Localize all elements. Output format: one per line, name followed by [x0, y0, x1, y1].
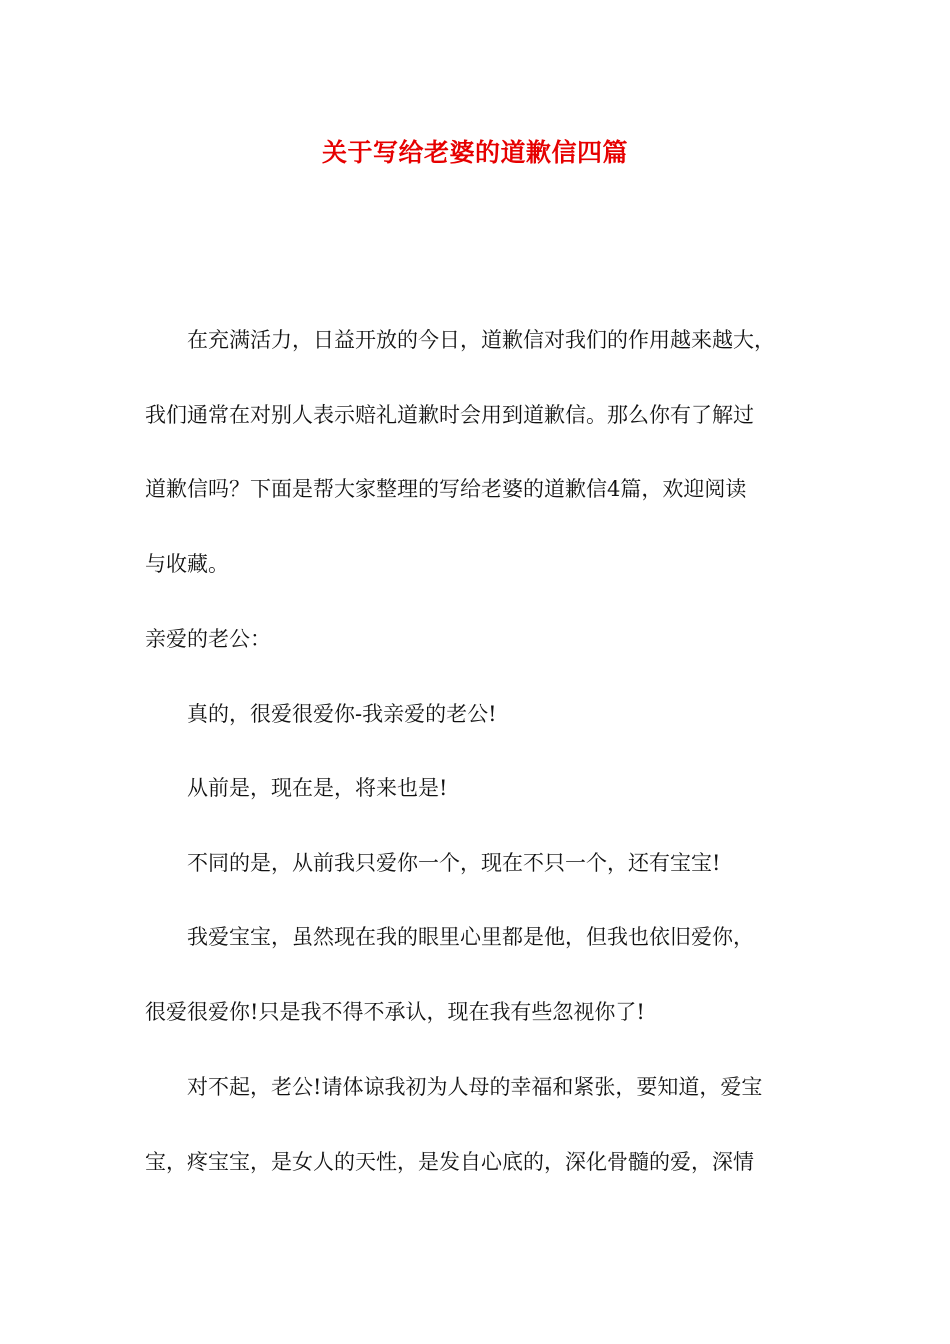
- paragraph-line: 我们通常在对别人表示赔礼道歉时会用到道歉信。那么你有了解过: [145, 403, 754, 427]
- paragraph-line: 不同的是，从前我只爱你一个，现在不只一个，还有宝宝!: [145, 851, 721, 875]
- paragraph-line: 我爱宝宝，虽然现在我的眼里心里都是他，但我也依旧爱你，: [145, 925, 754, 949]
- salutation: 亲爱的老公：: [145, 627, 271, 651]
- paragraph-line: 从前是，现在是，将来也是!: [145, 776, 448, 800]
- paragraph-line: 真的，很爱很爱你-我亲爱的老公!: [145, 702, 497, 726]
- paragraph-line: 在充满活力，日益开放的今日，道歉信对我们的作用越来越大，: [145, 328, 775, 352]
- paragraph-line: 对不起，老公!请体谅我初为人母的幸福和紧张，要知道，爱宝: [145, 1075, 763, 1099]
- paragraph-line: 宝，疼宝宝，是女人的天性，是发自心底的，深化骨髓的爱，深情: [145, 1150, 754, 1174]
- paragraph-line: 很爱很爱你!只是我不得不承认，现在我有些忽视你了!: [145, 1000, 645, 1024]
- paragraph-line: 道歉信吗？下面是帮大家整理的写给老婆的道歉信4篇，欢迎阅读: [145, 477, 747, 501]
- paragraph-line: 与收藏。: [145, 552, 229, 576]
- document-title: 关于写给老婆的道歉信四篇: [321, 138, 628, 167]
